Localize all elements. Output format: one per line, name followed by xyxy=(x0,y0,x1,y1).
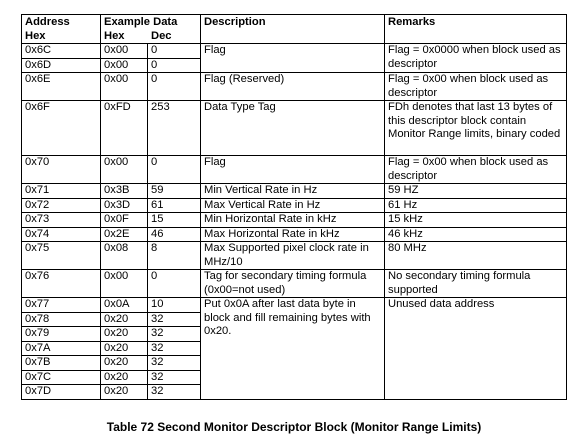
cell-dec: 61 xyxy=(148,198,201,213)
cell-hex: 0x20 xyxy=(101,356,148,371)
cell-address: 0x71 xyxy=(22,184,101,199)
cell-dec: 32 xyxy=(148,356,201,371)
cell-dec: 0 xyxy=(148,58,201,73)
header-remarks: Remarks xyxy=(385,15,567,44)
cell-dec: 32 xyxy=(148,312,201,327)
cell-dec: 10 xyxy=(148,298,201,313)
cell-hex: 0x2E xyxy=(101,227,148,242)
header-example-sub xyxy=(104,30,197,44)
cell-description: Min Vertical Rate in Hz xyxy=(201,184,385,199)
cell-hex: 0x0F xyxy=(101,213,148,228)
header-dec: Dec xyxy=(151,29,172,42)
table-row xyxy=(22,270,567,298)
header-address-label: Address xyxy=(25,16,70,28)
cell-hex: 0x20 xyxy=(101,370,148,385)
cell-address: 0x6E xyxy=(22,73,101,101)
cell-dec: 32 xyxy=(148,370,201,385)
cell-hex: 0x20 xyxy=(101,327,148,342)
cell-hex: 0x00 xyxy=(101,58,148,73)
cell-address: 0x6C xyxy=(22,44,101,59)
cell-hex: 0x3B xyxy=(101,184,148,199)
cell-hex: 0x20 xyxy=(101,341,148,356)
cell-dec: 59 xyxy=(148,184,201,199)
table-row xyxy=(22,184,567,199)
cell-remarks: Flag = 0x00 when block used as descriptor xyxy=(385,156,567,184)
cell-dec: 32 xyxy=(148,327,201,342)
cell-hex: 0x08 xyxy=(101,242,148,270)
cell-hex: 0xFD xyxy=(101,101,148,156)
cell-remarks: 80 MHz xyxy=(385,242,567,270)
cell-address: 0x73 xyxy=(22,213,101,228)
cell-dec: 8 xyxy=(148,242,201,270)
cell-description: Flag xyxy=(201,156,385,184)
cell-hex: 0x3D xyxy=(101,198,148,213)
cell-address: 0x72 xyxy=(22,198,101,213)
cell-remarks: Flag = 0x00 when block used as descriptor xyxy=(385,73,567,101)
cell-hex: 0x00 xyxy=(101,73,148,101)
cell-description: Max Horizontal Rate in kHz xyxy=(201,227,385,242)
cell-address: 0x6D xyxy=(22,58,101,73)
table-row xyxy=(22,198,567,213)
table-row xyxy=(22,298,567,313)
cell-remarks: 15 kHz xyxy=(385,213,567,228)
cell-address: 0x77 xyxy=(22,298,101,313)
table-row xyxy=(22,156,567,184)
cell-remarks: FDh denotes that last 13 bytes of this descriptor block contain Monitor Range limits, binary coded xyxy=(385,101,567,156)
cell-description: Flag xyxy=(201,44,385,73)
spec-table-container xyxy=(21,14,566,400)
cell-remarks: Unused data address xyxy=(385,298,567,400)
cell-description: Put 0x0A after last data byte in block and fill remaining bytes with 0x20. xyxy=(201,298,385,400)
monitor-descriptor-table xyxy=(21,14,567,400)
header-example-data xyxy=(101,15,201,44)
cell-description: Tag for secondary timing formula (0x00=not used) xyxy=(201,270,385,298)
cell-remarks: No secondary timing formula supported xyxy=(385,270,567,298)
table-caption: Table 72 Second Monitor Descriptor Block (Monitor Range Limits) xyxy=(106,420,482,434)
cell-description: Min Horizontal Rate in kHz xyxy=(201,213,385,228)
cell-address: 0x7B xyxy=(22,356,101,371)
cell-address: 0x79 xyxy=(22,327,101,342)
cell-remarks: 61 Hz xyxy=(385,198,567,213)
header-hex: Hex xyxy=(104,29,125,42)
header-example-label: Example Data xyxy=(104,16,178,28)
cell-hex: 0x00 xyxy=(101,156,148,184)
header-address-sub: Hex xyxy=(25,29,46,42)
cell-description: Data Type Tag xyxy=(201,101,385,156)
cell-dec: 0 xyxy=(148,270,201,298)
cell-hex: 0x00 xyxy=(101,44,148,59)
cell-dec: 0 xyxy=(148,156,201,184)
cell-address: 0x78 xyxy=(22,312,101,327)
cell-dec: 253 xyxy=(148,101,201,156)
cell-description: Flag (Reserved) xyxy=(201,73,385,101)
table-row xyxy=(22,44,567,59)
cell-address: 0x7C xyxy=(22,370,101,385)
cell-hex: 0x0A xyxy=(101,298,148,313)
cell-dec: 0 xyxy=(148,73,201,101)
cell-dec: 32 xyxy=(148,385,201,400)
table-row xyxy=(22,242,567,270)
cell-address: 0x74 xyxy=(22,227,101,242)
cell-description: Max Vertical Rate in Hz xyxy=(201,198,385,213)
cell-address: 0x76 xyxy=(22,270,101,298)
cell-hex: 0x20 xyxy=(101,312,148,327)
cell-address: 0x7A xyxy=(22,341,101,356)
cell-address: 0x70 xyxy=(22,156,101,184)
header-description: Description xyxy=(201,15,385,44)
cell-hex: 0x00 xyxy=(101,270,148,298)
cell-remarks: 59 HZ xyxy=(385,184,567,199)
table-row xyxy=(22,73,567,101)
cell-address: 0x75 xyxy=(22,242,101,270)
table-row xyxy=(22,101,567,156)
table-row xyxy=(22,227,567,242)
table-row xyxy=(22,213,567,228)
cell-dec: 0 xyxy=(148,44,201,59)
cell-remarks: 46 kHz xyxy=(385,227,567,242)
header-address xyxy=(22,15,101,44)
cell-address: 0x7D xyxy=(22,385,101,400)
cell-dec: 15 xyxy=(148,213,201,228)
cell-dec: 46 xyxy=(148,227,201,242)
header-row xyxy=(22,15,567,44)
cell-dec: 32 xyxy=(148,341,201,356)
cell-description: Max Supported pixel clock rate in MHz/10 xyxy=(201,242,385,270)
cell-hex: 0x20 xyxy=(101,385,148,400)
cell-address: 0x6F xyxy=(22,101,101,156)
cell-remarks: Flag = 0x0000 when block used as descriptor xyxy=(385,44,567,73)
